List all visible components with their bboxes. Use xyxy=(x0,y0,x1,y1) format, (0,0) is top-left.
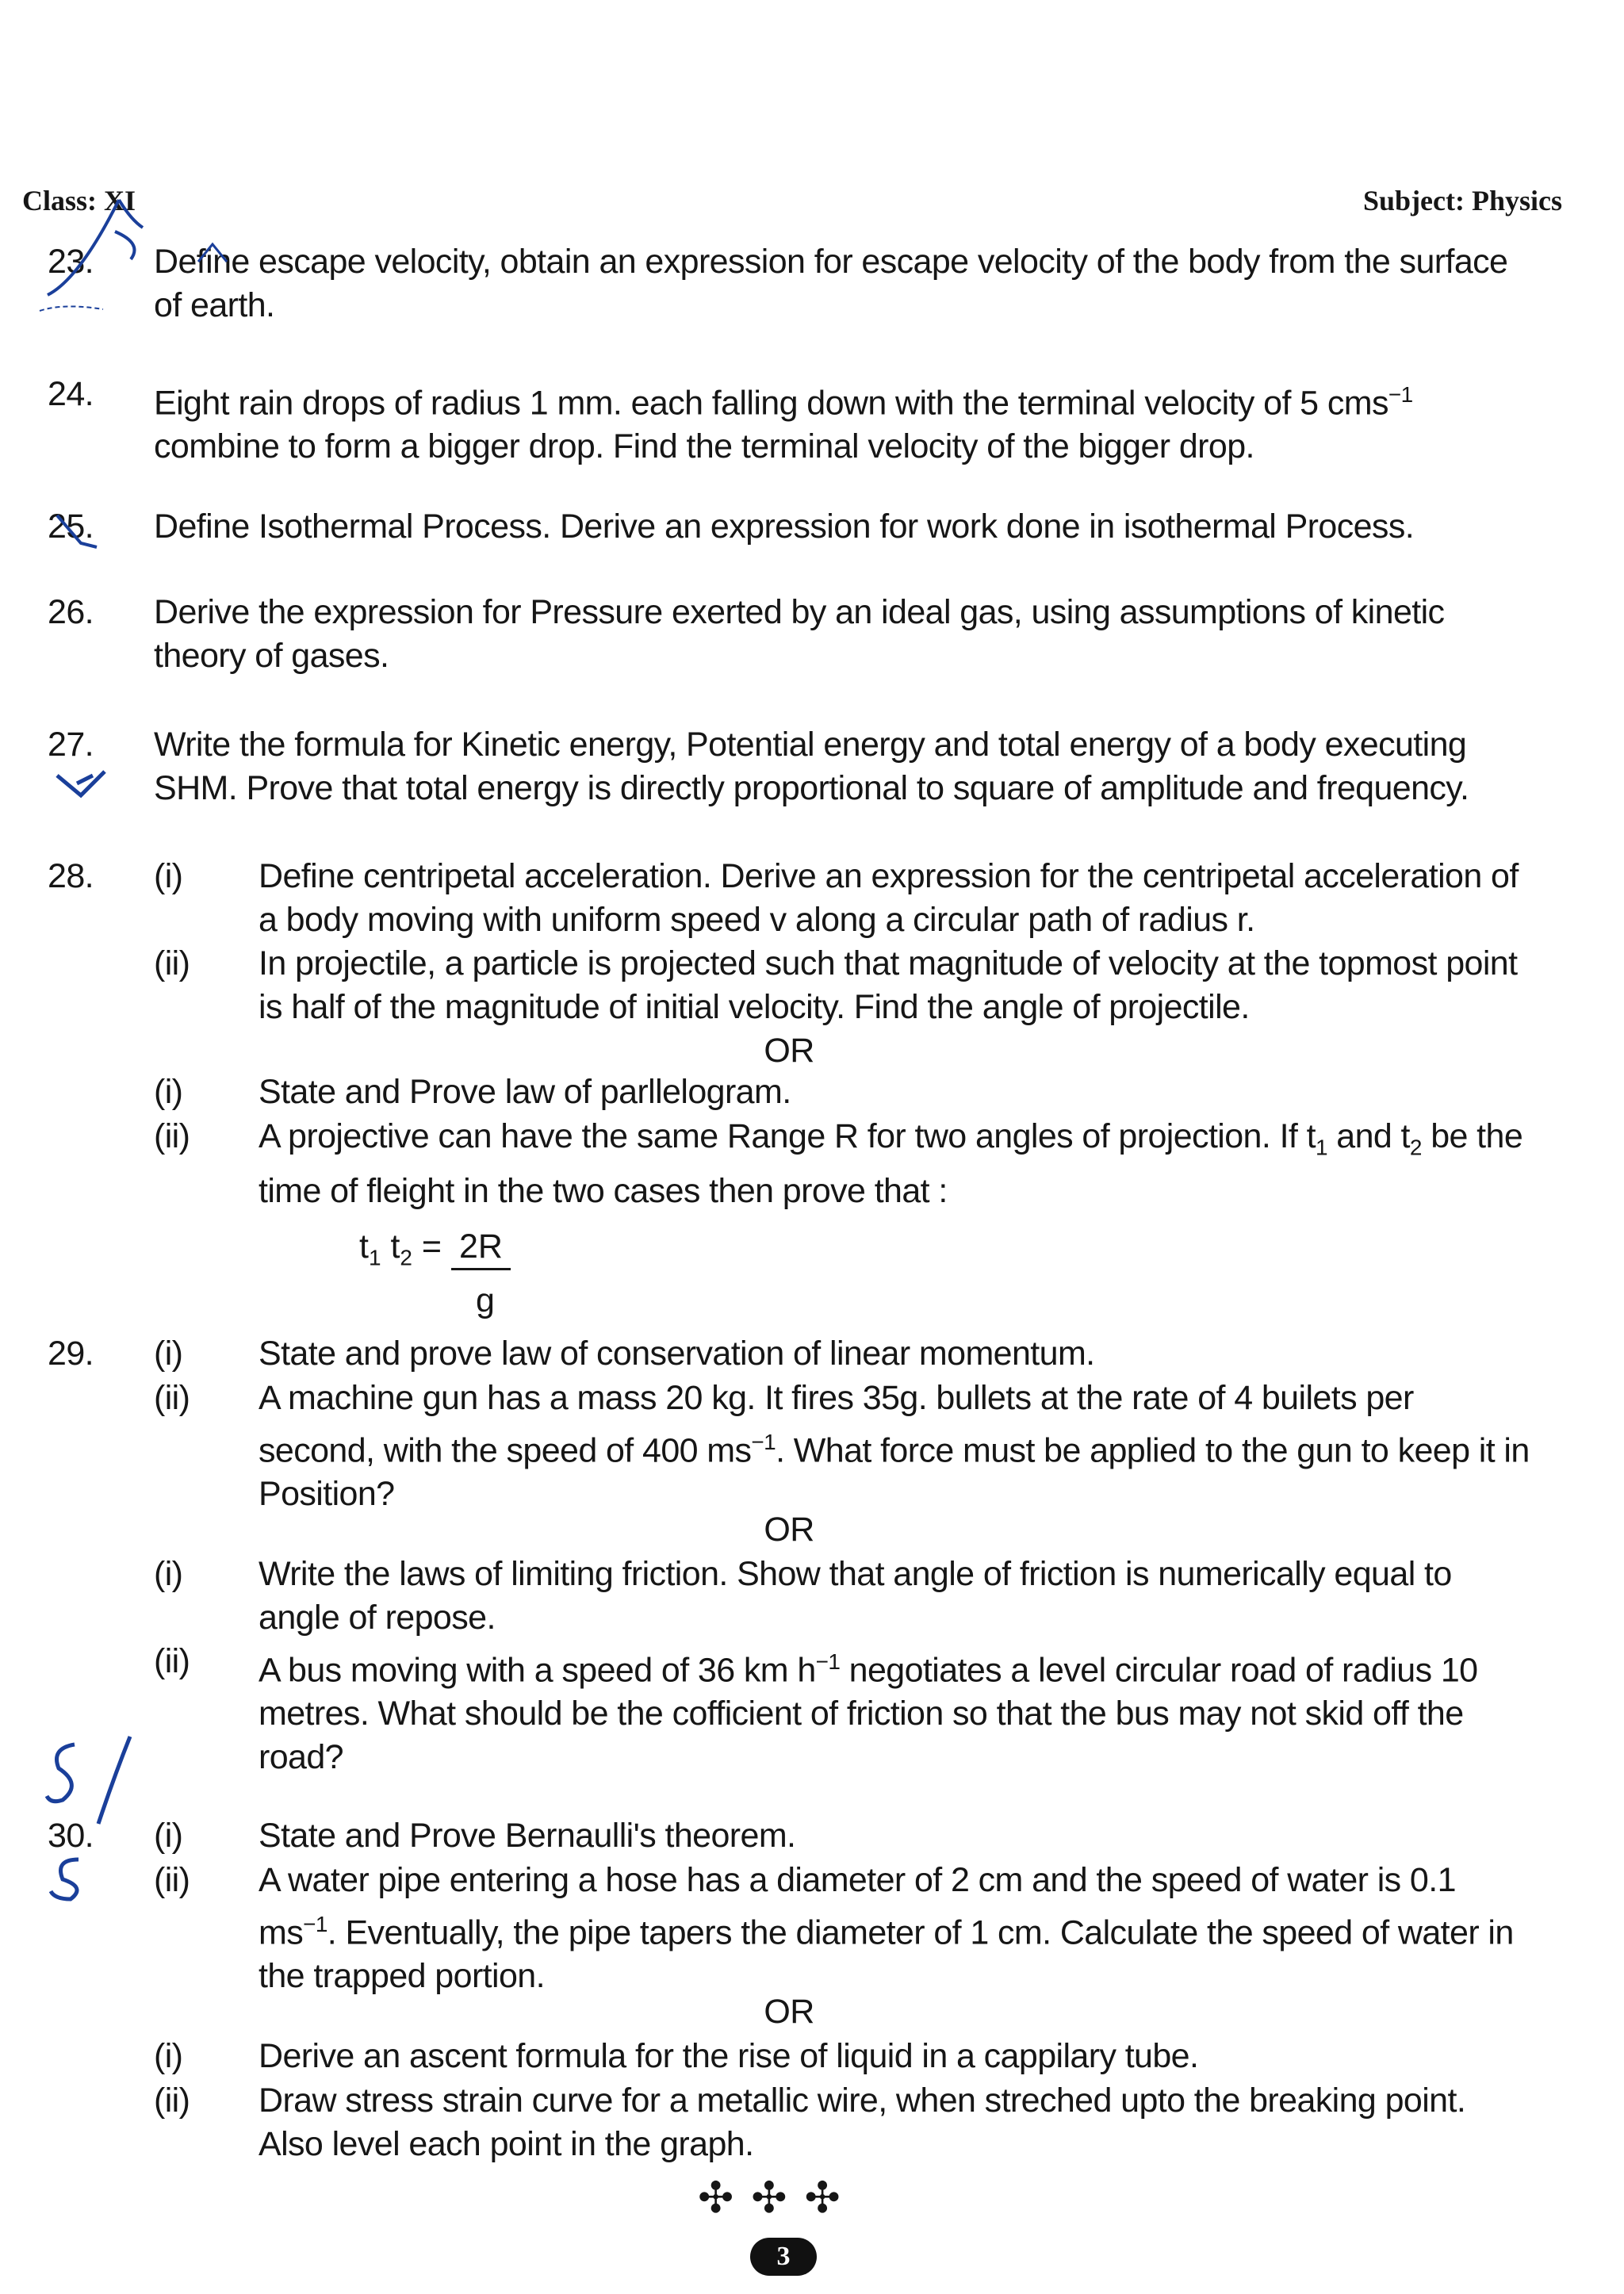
question-number: 23. xyxy=(48,243,94,281)
subpart-label: (i) xyxy=(154,1555,183,1593)
question-text: Define Isothermal Process. Derive an expression for work done in isothermal Process. xyxy=(154,507,1415,546)
class-label: Class: XI xyxy=(22,185,136,216)
question-number: 28. xyxy=(48,857,94,895)
question-number: 27. xyxy=(48,726,94,764)
subpart-label: (i) xyxy=(154,2037,183,2075)
fraction-numerator: 2R xyxy=(451,1227,511,1270)
formula: $t_1$ $t_2 = 2R$ g xyxy=(359,1227,511,1271)
pen-mark-tick-23 xyxy=(32,184,159,319)
subpart-label: (i) xyxy=(154,1817,183,1855)
subpart-text: A projective can have the same Range R for two angles of projection. If $t_1$ and $t_2$ be the time of fleight in the two cases then prove that : xyxy=(259,1117,1523,1210)
page-number: 3 xyxy=(750,2238,817,2276)
question-text: Eight rain drops of radius 1 mm. each falling down with the terminal velocity of 5 cms$^{-1}$ combine to form a bigger drop. Find the terminal velocity of the bigger drop. xyxy=(154,382,1413,466)
question-number: 24. xyxy=(48,375,94,413)
subpart-text: Define centripetal acceleration. Derive an expression for the centripetal acceleration of a body moving with uniform speed v along a circular path of radius r. xyxy=(259,857,1519,939)
subpart-text: State and Prove law of parllelogram. xyxy=(259,1073,791,1111)
subpart-text: A bus moving with a speed of 36 km $h^{-1}$ negotiates a level circular road of radius 10 metres. What should be the cofficient of friction so that the bus may not skid off the road? xyxy=(259,1649,1478,1777)
question-number: 30. xyxy=(48,1817,94,1855)
subpart-label: (ii) xyxy=(154,944,190,982)
subpart-text: Draw stress strain curve for a metallic wire, when streched upto the breaking point. Also level each point in the graph. xyxy=(259,2081,1466,2163)
question-number: 29. xyxy=(48,1335,94,1373)
question-text: Write the formula for Kinetic energy, Potential energy and total energy of a body executing SHM. Prove that total energy is directly proportional to square of amplitude and frequency. xyxy=(154,726,1469,807)
subpart-text: State and Prove Bernaulli's theorem. xyxy=(259,1817,796,1855)
pen-mark-27 xyxy=(49,760,121,807)
footer-ornament: ✣✣✣ xyxy=(698,2174,858,2222)
subpart-text: In projectile, a particle is projected such that magnitude of velocity at the topmost point is half of the magnitude of initial velocity. Find the angle of projectile. xyxy=(259,944,1518,1026)
subpart-label: (i) xyxy=(154,857,183,895)
pen-mark-25 xyxy=(49,507,113,555)
or-divider: OR xyxy=(764,1511,814,1549)
subpart-label: (ii) xyxy=(154,1117,190,1155)
pen-mark-30 xyxy=(43,1729,154,1903)
fraction-denominator: g xyxy=(476,1281,495,1319)
subpart-text: Derive an ascent formula for the rise of liquid in a cappilary tube. xyxy=(259,2037,1199,2075)
question-text: Define escape velocity, obtain an expression for escape velocity of the body from the surface of earth. xyxy=(154,243,1508,324)
subpart-label: (ii) xyxy=(154,1642,190,1680)
question-number: 26. xyxy=(48,593,94,631)
question-text: Derive the expression for Pressure exerted by an ideal gas, using assumptions of kinetic theory of gases. xyxy=(154,593,1445,675)
subpart-text: Write the laws of limiting friction. Show that angle of friction is numerically equal to angle of repose. xyxy=(259,1555,1452,1637)
subject-label: Subject: Physics xyxy=(1363,185,1562,216)
question-number: 25. xyxy=(48,507,94,546)
subpart-label: (ii) xyxy=(154,1379,190,1417)
subpart-label: (i) xyxy=(154,1335,183,1373)
or-divider: OR xyxy=(764,1032,814,1070)
subpart-label: (ii) xyxy=(154,1861,190,1899)
subpart-text: A water pipe entering a hose has a diameter of 2 cm and the speed of water is 0.1 $ms^{-1}$. Eventually, the pipe tapers the diameter of 1 cm. Calculate the speed of water in the trapped portion. xyxy=(259,1861,1514,1996)
subpart-label: (ii) xyxy=(154,2081,190,2120)
pen-caret-23 xyxy=(190,238,238,270)
subpart-label: (i) xyxy=(154,1073,183,1111)
or-divider: OR xyxy=(764,1993,814,2031)
subpart-text: A machine gun has a mass 20 kg. It fires 35g. bullets at the rate of 4 builets per second, with the speed of 400 $ms^{-1}$. What force must be applied to the gun to keep it in Position? xyxy=(259,1379,1530,1514)
subpart-text: State and prove law of conservation of linear momentum. xyxy=(259,1335,1095,1373)
